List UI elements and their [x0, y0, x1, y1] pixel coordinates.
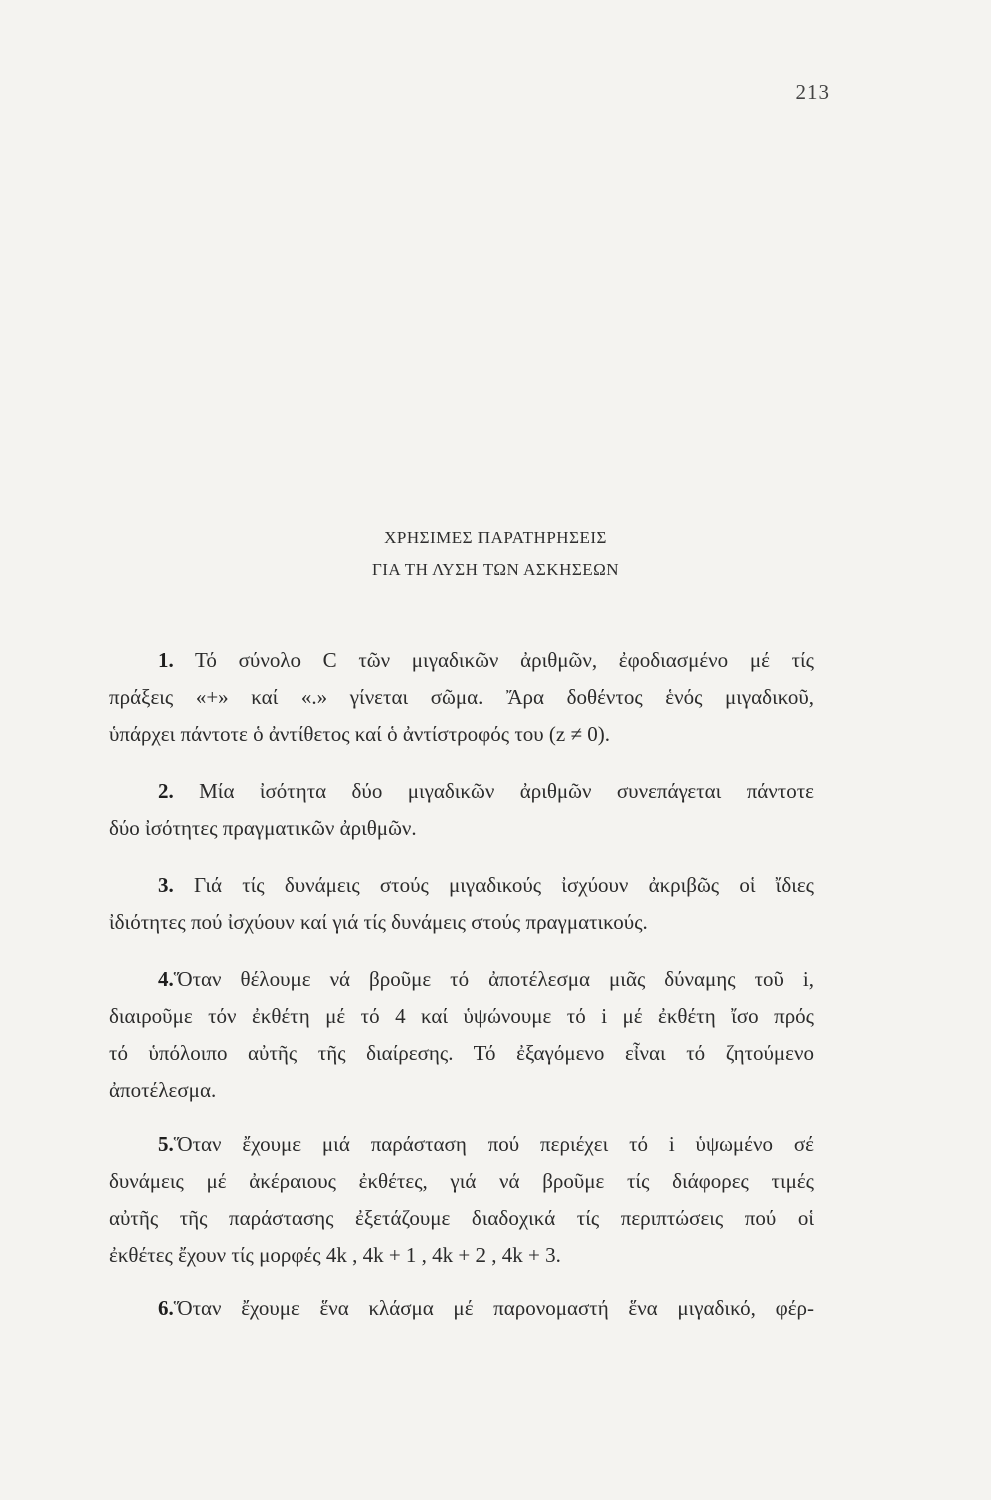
paragraph-4 [109, 961, 814, 1109]
paragraph-number: 3. [158, 873, 174, 897]
line-text: Ὅταν ἔχουμε ἕνα κλάσμα μέ παρονομαστή ἕνα μιγαδικό, φέρ- [173, 1296, 814, 1320]
paragraph-line: πράξεις «+» καί «.» γίνεται σῶμα. Ἄρα δοθέντος ἑνός μιγαδικοῦ, [109, 685, 814, 709]
heading-line-2: ΓΙΑ ΤΗ ΛΥΣΗ ΤΩΝ ΑΣΚΗΣΕΩΝ [371, 560, 620, 579]
paragraph-number: 6. [158, 1296, 174, 1320]
paragraph-line: ὑπάρχει πάντοτε ὁ ἀντίθετος καί ὁ ἀντίστροφός του (z ≠ 0). [109, 722, 611, 746]
paragraph-line: ἀποτέλεσμα. [109, 1078, 217, 1102]
paragraph-line: τό ὑπόλοιπο αὐτῆς τῆς διαίρεσης. Τό ἐξαγόμενο εἶναι τό ζητούμενο [109, 1041, 814, 1065]
paragraph-1 [109, 642, 814, 753]
paragraph-line [109, 1290, 814, 1327]
paragraph-line [109, 773, 814, 810]
paragraph-line [109, 867, 814, 904]
paragraph-3 [109, 867, 814, 941]
paragraph-line: δυνάμεις μέ ἀκέραιους ἐκθέτες, γιά νά βροῦμε τίς διάφορες τιμές [109, 1169, 814, 1193]
line-text: Τό σύνολο C τῶν μιγαδικῶν ἀριθμῶν, ἐφοδιασμένο μέ τίς [195, 648, 814, 672]
paragraph-5 [109, 1126, 814, 1274]
paragraph-number: 1. [158, 648, 174, 672]
paragraph-line [109, 642, 814, 679]
paragraph-6 [109, 1290, 814, 1327]
paragraph-line: διαιροῦμε τόν ἐκθέτη μέ τό 4 καί ὑψώνουμε τό i μέ ἐκθέτη ἴσο πρός [109, 1004, 814, 1028]
paragraph-number: 4. [158, 967, 174, 991]
line-text: Ὅταν ἔχουμε μιά παράσταση πού περιέχει τό i ὑψωμένο σέ [173, 1132, 814, 1156]
paragraph-line: ἰδιότητες πού ἰσχύουν καί γιά τίς δυνάμεις στούς πραγματικούς. [109, 910, 648, 934]
paragraph-2 [109, 773, 814, 847]
paragraph-line [109, 1126, 814, 1163]
paragraph-line: δύο ἰσότητες πραγματικῶν ἀριθμῶν. [109, 816, 417, 840]
paragraph-line [109, 961, 814, 998]
line-text: Γιά τίς δυνάμεις στούς μιγαδικούς ἰσχύουν ἀκριβῶς οἱ ἴδιες [193, 873, 814, 897]
line-text: Ὅταν θέλουμε νά βροῦμε τό ἀποτέλεσμα μιᾶς δύναμης τοῦ i, [173, 967, 814, 991]
page-number: 213 [795, 80, 830, 104]
line-text: Μία ἰσότητα δύο μιγαδικῶν ἀριθμῶν συνεπάγεται πάντοτε [199, 779, 814, 803]
paragraph-line: αὐτῆς τῆς παράστασης ἐξετάζουμε διαδοχικά τίς περιπτώσεις πού οἱ [109, 1206, 814, 1230]
paragraph-number: 2. [158, 779, 174, 803]
paragraph-line: ἐκθέτες ἔχουν τίς μορφές 4k , 4k + 1 , 4k + 2 , 4k + 3. [109, 1243, 561, 1267]
heading-line-1: ΧΡΗΣΙΜΕΣ ΠΑΡΑΤΗΡΗΣΕΙΣ [384, 528, 607, 547]
paragraph-number: 5. [158, 1132, 174, 1156]
